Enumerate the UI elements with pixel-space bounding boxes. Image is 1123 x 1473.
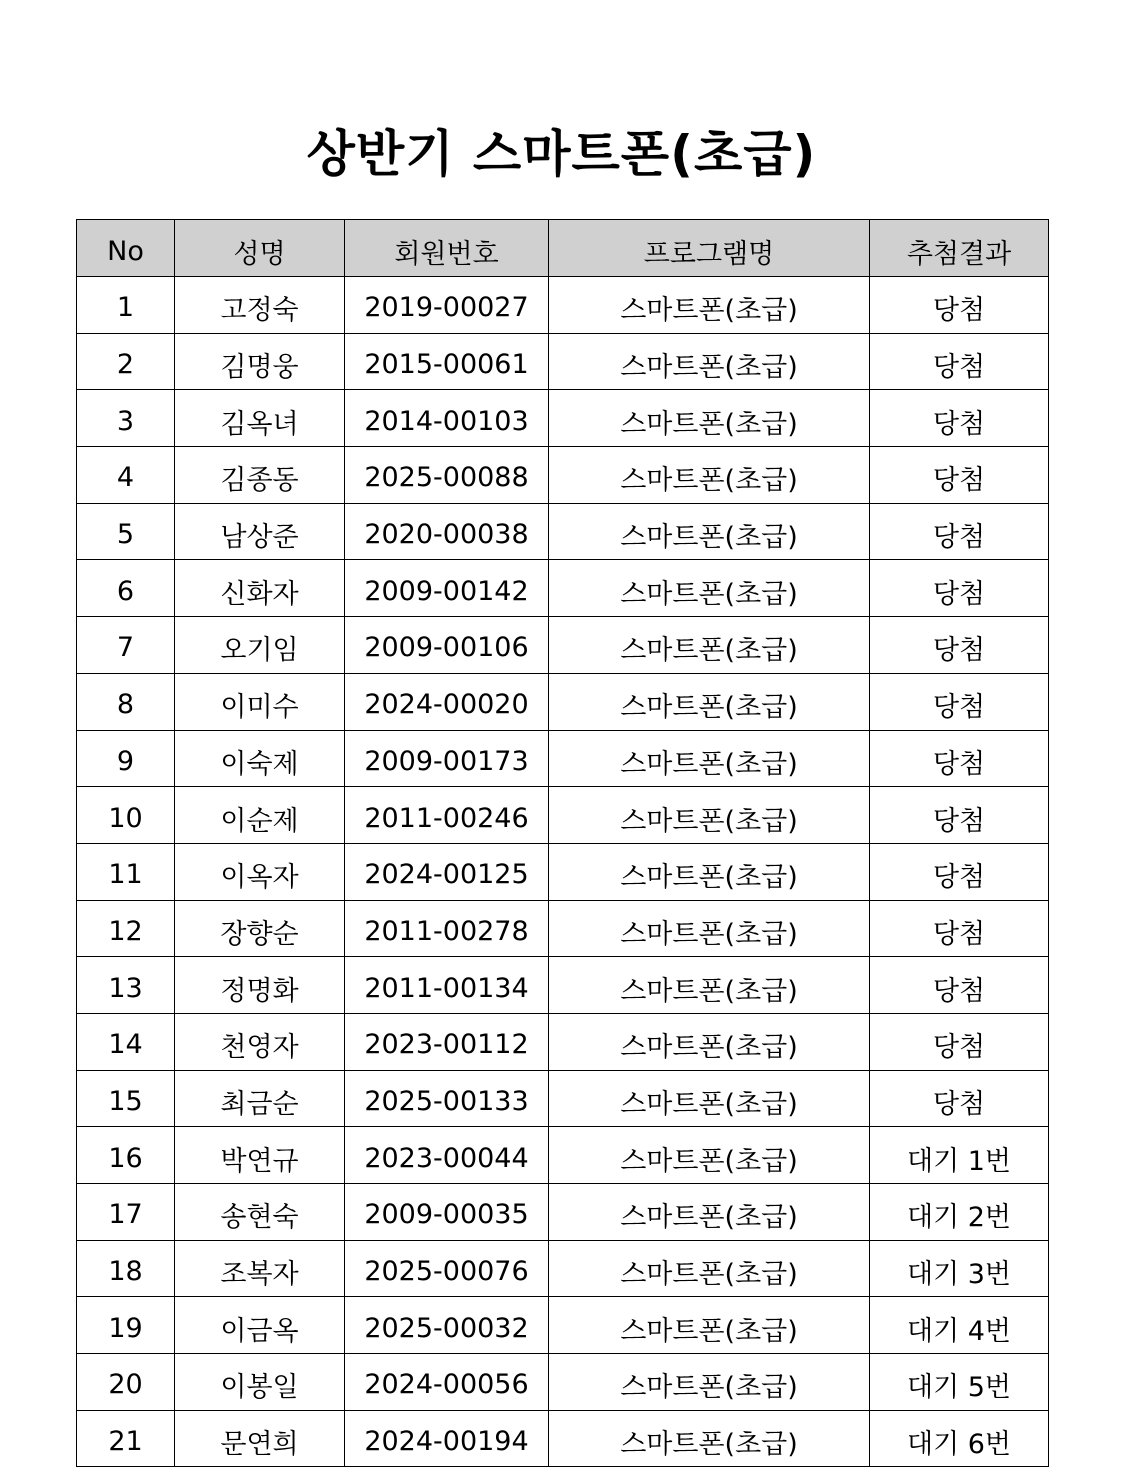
cell-program-name: 스마트폰(초급) [549,787,870,844]
table-row [77,1240,1049,1297]
cell-program-name: 스마트폰(초급) [549,1013,870,1070]
cell-name: 조복자 [175,1240,345,1297]
cell-no: 10 [77,787,175,844]
table-row [77,900,1049,957]
cell-no: 9 [77,730,175,787]
cell-no: 20 [77,1354,175,1411]
table-row [77,1070,1049,1127]
cell-program-name: 스마트폰(초급) [549,617,870,674]
lottery-result-table [76,219,1049,1467]
cell-program-name: 스마트폰(초급) [549,333,870,390]
cell-name: 신화자 [175,560,345,617]
cell-member-number: 2014-00103 [345,390,549,447]
cell-member-number: 2024-00194 [345,1410,549,1467]
cell-name: 이숙제 [175,730,345,787]
cell-name: 송현숙 [175,1184,345,1241]
column-header-name: 성명 [175,220,345,277]
cell-name: 이금옥 [175,1297,345,1354]
cell-name: 최금순 [175,1070,345,1127]
cell-draw-result: 대기 6번 [870,1410,1049,1467]
cell-program-name: 스마트폰(초급) [549,957,870,1014]
cell-program-name: 스마트폰(초급) [549,447,870,504]
cell-draw-result: 대기 1번 [870,1127,1049,1184]
cell-name: 장향순 [175,900,345,957]
cell-no: 5 [77,503,175,560]
cell-draw-result: 당첨 [870,390,1049,447]
cell-no: 3 [77,390,175,447]
column-header-no: No [77,220,175,277]
table-row [77,1127,1049,1184]
column-header-draw-result: 추첨결과 [870,220,1049,277]
cell-member-number: 2011-00246 [345,787,549,844]
cell-member-number: 2025-00076 [345,1240,549,1297]
cell-member-number: 2025-00088 [345,447,549,504]
cell-program-name: 스마트폰(초급) [549,560,870,617]
table-row [77,673,1049,730]
cell-name: 문연희 [175,1410,345,1467]
cell-program-name: 스마트폰(초급) [549,673,870,730]
table-row [77,730,1049,787]
cell-no: 16 [77,1127,175,1184]
cell-name: 남상준 [175,503,345,560]
cell-program-name: 스마트폰(초급) [549,1240,870,1297]
cell-member-number: 2023-00044 [345,1127,549,1184]
cell-program-name: 스마트폰(초급) [549,1297,870,1354]
cell-draw-result: 당첨 [870,617,1049,674]
cell-program-name: 스마트폰(초급) [549,1184,870,1241]
table-row [77,1184,1049,1241]
table-row [77,333,1049,390]
cell-no: 14 [77,1013,175,1070]
cell-member-number: 2020-00038 [345,503,549,560]
cell-member-number: 2023-00112 [345,1013,549,1070]
cell-no: 21 [77,1410,175,1467]
cell-draw-result: 당첨 [870,277,1049,334]
cell-draw-result: 당첨 [870,673,1049,730]
cell-program-name: 스마트폰(초급) [549,843,870,900]
cell-draw-result: 대기 4번 [870,1297,1049,1354]
cell-no: 7 [77,617,175,674]
cell-member-number: 2019-00027 [345,277,549,334]
cell-member-number: 2024-00056 [345,1354,549,1411]
cell-no: 11 [77,843,175,900]
cell-program-name: 스마트폰(초급) [549,730,870,787]
cell-program-name: 스마트폰(초급) [549,277,870,334]
cell-draw-result: 당첨 [870,957,1049,1014]
cell-name: 고정숙 [175,277,345,334]
cell-no: 2 [77,333,175,390]
header-row [77,220,1049,277]
cell-name: 이봉일 [175,1354,345,1411]
column-header-program-name: 프로그램명 [549,220,870,277]
table-row [77,277,1049,334]
table-row [77,787,1049,844]
table-row [77,1354,1049,1411]
table-row [77,1013,1049,1070]
cell-name: 이옥자 [175,843,345,900]
cell-program-name: 스마트폰(초급) [549,1410,870,1467]
cell-no: 1 [77,277,175,334]
cell-draw-result: 당첨 [870,787,1049,844]
cell-no: 4 [77,447,175,504]
table-row [77,503,1049,560]
cell-member-number: 2024-00125 [345,843,549,900]
cell-draw-result: 대기 3번 [870,1240,1049,1297]
cell-draw-result: 당첨 [870,447,1049,504]
cell-draw-result: 당첨 [870,900,1049,957]
cell-program-name: 스마트폰(초급) [549,390,870,447]
table-row [77,1297,1049,1354]
cell-no: 6 [77,560,175,617]
table-header [77,220,1049,277]
cell-member-number: 2025-00032 [345,1297,549,1354]
table-row [77,617,1049,674]
cell-program-name: 스마트폰(초급) [549,900,870,957]
column-header-member-number: 회원번호 [345,220,549,277]
cell-member-number: 2011-00134 [345,957,549,1014]
cell-member-number: 2009-00173 [345,730,549,787]
cell-no: 18 [77,1240,175,1297]
cell-draw-result: 당첨 [870,333,1049,390]
cell-no: 12 [77,900,175,957]
table-row [77,390,1049,447]
table-body [77,277,1049,1467]
cell-program-name: 스마트폰(초급) [549,1070,870,1127]
cell-draw-result: 대기 5번 [870,1354,1049,1411]
cell-member-number: 2024-00020 [345,673,549,730]
table-row [77,560,1049,617]
cell-no: 8 [77,673,175,730]
cell-draw-result: 당첨 [870,843,1049,900]
cell-member-number: 2011-00278 [345,900,549,957]
cell-name: 이순제 [175,787,345,844]
cell-draw-result: 당첨 [870,1013,1049,1070]
cell-program-name: 스마트폰(초급) [549,503,870,560]
cell-name: 정명화 [175,957,345,1014]
cell-member-number: 2009-00142 [345,560,549,617]
cell-program-name: 스마트폰(초급) [549,1127,870,1184]
cell-member-number: 2025-00133 [345,1070,549,1127]
cell-draw-result: 당첨 [870,1070,1049,1127]
cell-member-number: 2009-00035 [345,1184,549,1241]
table-row [77,447,1049,504]
table-row [77,957,1049,1014]
cell-no: 17 [77,1184,175,1241]
cell-member-number: 2009-00106 [345,617,549,674]
cell-no: 13 [77,957,175,1014]
table-row [77,843,1049,900]
cell-no: 19 [77,1297,175,1354]
cell-draw-result: 당첨 [870,503,1049,560]
cell-name: 박연규 [175,1127,345,1184]
cell-name: 김옥녀 [175,390,345,447]
cell-name: 오기임 [175,617,345,674]
cell-draw-result: 당첨 [870,560,1049,617]
cell-name: 김명웅 [175,333,345,390]
cell-program-name: 스마트폰(초급) [549,1354,870,1411]
cell-name: 천영자 [175,1013,345,1070]
cell-draw-result: 대기 2번 [870,1184,1049,1241]
cell-name: 이미수 [175,673,345,730]
page-title: 상반기 스마트폰(초급) [306,124,817,183]
cell-no: 15 [77,1070,175,1127]
cell-member-number: 2015-00061 [345,333,549,390]
table-row [77,1410,1049,1467]
cell-draw-result: 당첨 [870,730,1049,787]
cell-name: 김종동 [175,447,345,504]
